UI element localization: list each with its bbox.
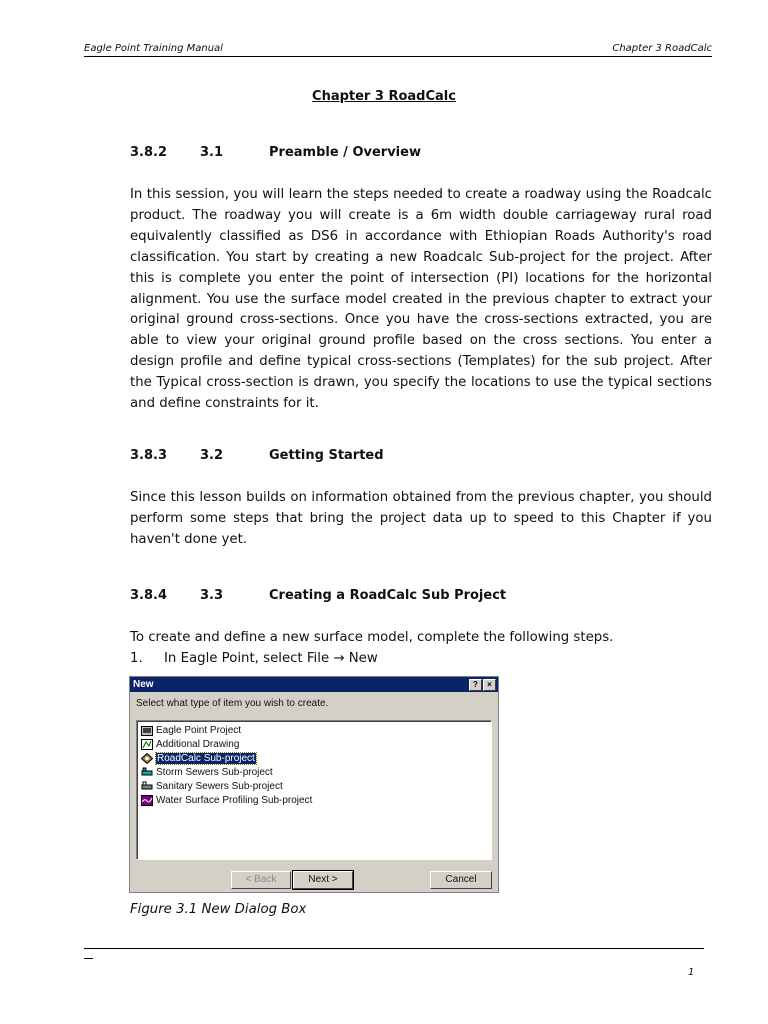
section-number: 3.8.4 xyxy=(130,588,168,603)
step-text: In Eagle Point, select File → New xyxy=(164,651,378,666)
section-title: Creating a RoadCalc Sub Project xyxy=(269,588,507,603)
list-item-additional-drawing[interactable]: Additional Drawing xyxy=(141,738,239,751)
item-type-list[interactable] xyxy=(136,720,492,860)
footer-divider xyxy=(84,948,704,949)
step-1 xyxy=(130,649,378,670)
chapter-title: Chapter 3 RoadCalc xyxy=(312,89,456,104)
paragraph-creating-intro: To create and define a new surface model, complete the following steps. xyxy=(130,630,614,645)
drawing-icon xyxy=(141,739,153,750)
water-surface-icon xyxy=(141,795,153,806)
close-icon[interactable]: × xyxy=(483,679,496,691)
help-icon[interactable]: ? xyxy=(469,679,482,691)
section-title: Getting Started xyxy=(269,448,384,463)
sanitary-sewers-icon xyxy=(141,781,153,792)
figure-caption: Figure 3.1 New Dialog Box xyxy=(130,902,307,917)
list-item-sanitary-sewers[interactable]: Sanitary Sewers Sub-project xyxy=(141,780,283,793)
section-number: 3.8.2 xyxy=(130,145,168,160)
section-title: Preamble / Overview xyxy=(269,145,421,160)
cancel-button[interactable]: Cancel xyxy=(430,871,492,889)
list-item-eagle-point-project[interactable]: Eagle Point Project xyxy=(141,724,241,737)
footer-dash xyxy=(84,958,93,959)
section-subnumber: 3.1 xyxy=(200,145,224,160)
section-subnumber: 3.3 xyxy=(200,588,224,603)
list-item-storm-sewers[interactable]: Storm Sewers Sub-project xyxy=(141,766,273,779)
header-left: Eagle Point Training Manual xyxy=(84,43,223,54)
next-button[interactable]: Next > xyxy=(293,871,353,889)
project-icon xyxy=(141,725,153,736)
dialog-titlebar xyxy=(130,677,498,692)
dialog-prompt: Select what type of item you wish to create. xyxy=(136,698,329,709)
paragraph-overview: In this session, you will learn the steps needed to create a roadway using the Roadcalc product. The roadway you will create is a 6m width double carriageway rural road equivalently classified as DS6 in accordance with Ethiopian Roads Authority's road classification. You start by creating a new Roadcalc Sub-project for the project. After this is complete you enter the point of intersection (PI) locations for the horizontal alignment. You use the surface model created in the previous chapter to extract your original ground cross-sections. Once you have the cross-sections extracted, you are able to view your original ground profile based on the cross sections. You enter a design profile and define typical cross-sections (Templates) for the sub project. After the Typical cross-section is drawn, you specify the locations to use the typical sections and define constraints for it. xyxy=(130,187,712,412)
page-number: 1 xyxy=(688,967,695,978)
roadcalc-icon xyxy=(141,753,153,764)
header-right: Chapter 3 RoadCalc xyxy=(612,43,712,54)
back-button[interactable]: < Back xyxy=(231,871,291,889)
section-number: 3.8.3 xyxy=(130,448,168,463)
step-number: 1. xyxy=(130,651,143,666)
dialog-title: New xyxy=(133,679,154,690)
list-item-roadcalc-subproject[interactable]: RoadCalc Sub-project xyxy=(141,752,256,765)
storm-sewers-icon xyxy=(141,767,153,778)
list-item-water-surface-profiling[interactable]: Water Surface Profiling Sub-project xyxy=(141,794,312,807)
paragraph-getting-started: Since this lesson builds on information obtained from the previous chapter, you should perform some steps that bring the project data up to speed to this Chapter if you haven't done yet. xyxy=(130,490,712,547)
new-dialog xyxy=(129,676,499,893)
section-subnumber: 3.2 xyxy=(200,448,224,463)
header-divider xyxy=(84,56,712,57)
